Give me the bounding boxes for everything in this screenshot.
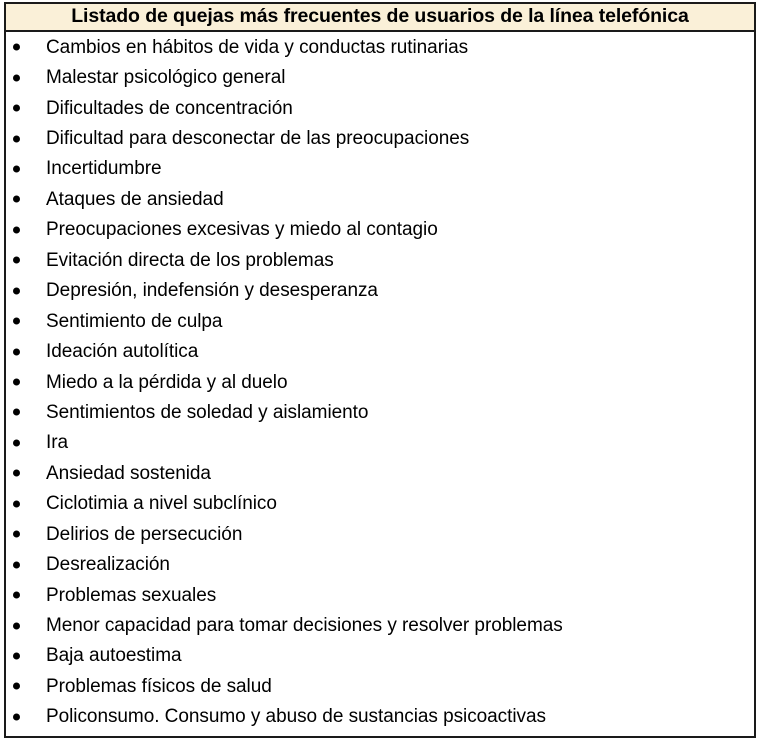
list-item-label: Ataques de ansiedad	[46, 188, 224, 210]
list-item	[6, 580, 754, 610]
list-item-label: Problemas físicos de salud	[46, 675, 272, 697]
bullet-icon	[13, 135, 20, 142]
list-item	[6, 306, 754, 336]
list-item	[6, 489, 754, 519]
list-item-label: Preocupaciones excesivas y miedo al contagio	[46, 219, 438, 241]
bullet-icon	[13, 287, 20, 294]
list-item-label: Malestar psicológico general	[46, 67, 286, 89]
complaints-list	[6, 32, 754, 736]
bullet-icon	[13, 652, 20, 659]
bullet-icon	[13, 409, 20, 416]
list-item	[6, 32, 754, 62]
list-item	[6, 154, 754, 184]
list-item-label: Baja autoestima	[46, 645, 182, 667]
complaints-table	[4, 2, 756, 738]
list-item-label: Cambios en hábitos de vida y conductas rutinarias	[46, 36, 469, 58]
list-item	[6, 458, 754, 488]
list-item	[6, 184, 754, 214]
list-item	[6, 397, 754, 427]
bullet-icon	[13, 257, 20, 264]
bullet-icon	[13, 44, 20, 51]
bullet-icon	[13, 561, 20, 568]
list-item-label: Problemas sexuales	[46, 584, 217, 606]
bullet-icon	[13, 470, 20, 477]
bullet-icon	[13, 226, 20, 233]
list-item-label: Desrealización	[46, 554, 170, 576]
list-item-label: Ideación autolítica	[46, 341, 199, 363]
bullet-icon	[13, 592, 20, 599]
bullet-icon	[13, 318, 20, 325]
list-item	[6, 519, 754, 549]
list-item	[6, 549, 754, 579]
bullet-icon	[13, 531, 20, 538]
list-item	[6, 245, 754, 275]
list-item-label: Dificultad para desconectar de las preocupaciones	[46, 128, 470, 150]
list-item-label: Ansiedad sostenida	[46, 462, 211, 484]
bullet-icon	[13, 105, 20, 112]
list-item-label: Miedo a la pérdida y al duelo	[46, 371, 288, 393]
list-item	[6, 702, 754, 732]
list-item-label: Ciclotimia a nivel subclínico	[46, 493, 277, 515]
bullet-icon	[13, 683, 20, 690]
list-item	[6, 93, 754, 123]
bullet-icon	[13, 348, 20, 355]
table-header-title: Listado de quejas más frecuentes de usuarios de la línea telefónica	[71, 5, 689, 28]
bullet-icon	[13, 379, 20, 386]
list-item	[6, 276, 754, 306]
list-item	[6, 215, 754, 245]
bullet-icon	[13, 196, 20, 203]
list-item-label: Ira	[46, 432, 69, 454]
list-item-label: Delirios de persecución	[46, 523, 243, 545]
list-item	[6, 671, 754, 701]
list-item-label: Incertidumbre	[46, 158, 162, 180]
bullet-icon	[13, 439, 20, 446]
list-item	[6, 641, 754, 671]
list-item	[6, 428, 754, 458]
list-item	[6, 367, 754, 397]
list-item	[6, 62, 754, 92]
list-item-label: Evitación directa de los problemas	[46, 249, 334, 271]
list-item	[6, 336, 754, 366]
list-item-label: Sentimientos de soledad y aislamiento	[46, 401, 369, 423]
list-item-label: Policonsumo. Consumo y abuso de sustancias psicoactivas	[46, 706, 546, 728]
table-header-row	[6, 4, 754, 32]
bullet-icon	[13, 165, 20, 172]
list-item	[6, 123, 754, 153]
list-item-label: Dificultades de concentración	[46, 97, 293, 119]
bullet-icon	[13, 74, 20, 81]
list-item-label: Depresión, indefensión y desesperanza	[46, 280, 378, 302]
bullet-icon	[13, 500, 20, 507]
list-item-label: Menor capacidad para tomar decisiones y resolver problemas	[46, 615, 563, 637]
list-item	[6, 610, 754, 640]
bullet-icon	[13, 622, 20, 629]
list-item-label: Sentimiento de culpa	[46, 310, 223, 332]
bullet-icon	[13, 713, 20, 720]
